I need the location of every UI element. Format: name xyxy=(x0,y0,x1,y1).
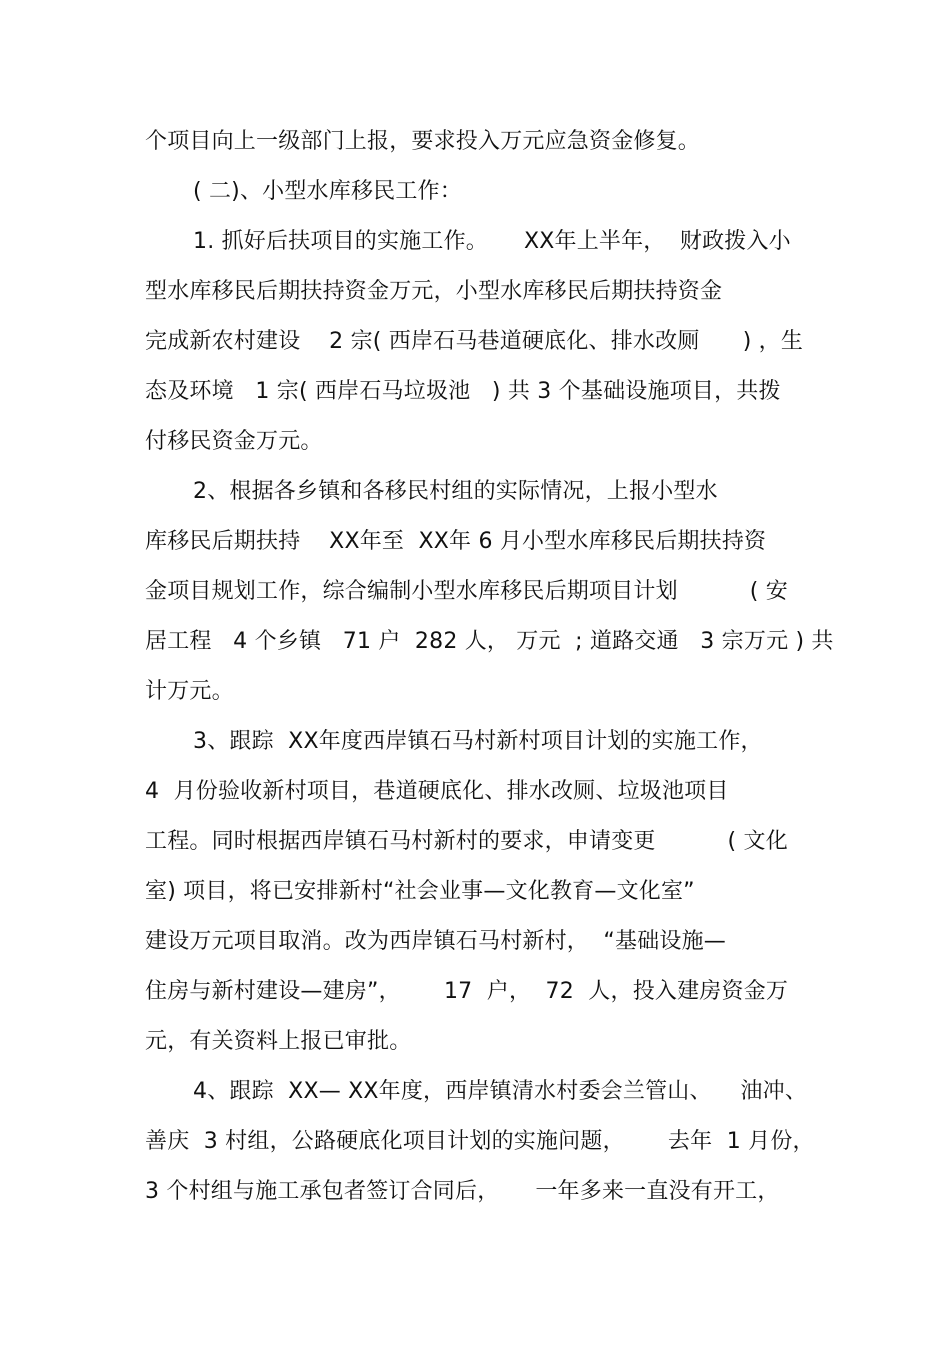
text-line-17: 建设万元项目取消。改为西岸镇石马村新村， “基础设施— xyxy=(145,929,726,954)
text-line-3: 1. 抓好后扶项目的实施工作。 XX年上半年， 财政拨入小 xyxy=(193,229,791,254)
text-line-15: 工程。同时根据西岸镇石马村新村的要求，申请变更 ( 文化 xyxy=(145,829,788,854)
text-line-1: 个项目向上一级部门上报，要求投入万元应急资金修复。 xyxy=(145,129,701,154)
text-line-6: 态及环境 1 宗( 西岸石马垃圾池 ) 共 3 个基础设施项目，共拨 xyxy=(145,379,781,404)
text-line-10: 金项目规划工作，综合编制小型水库移民后期项目计划 ( 安 xyxy=(145,579,788,604)
text-line-19: 元，有关资料上报已审批。 xyxy=(145,1029,412,1054)
text-line-14: 4 月份验收新村项目，巷道硬底化、排水改厕、垃圾池项目 xyxy=(145,779,729,804)
text-line-18: 住房与新村建设—建房”， 17 户， 72 人，投入建房资金万 xyxy=(145,979,789,1004)
text-line-12: 计万元。 xyxy=(145,679,234,704)
section-heading: ( 二)、小型水库移民工作： xyxy=(193,179,462,204)
text-line-11: 居工程 4 个乡镇 71 户 282 人， 万元 ; 道路交通 3 宗万元 ) 共 xyxy=(145,629,834,654)
text-line-13: 3、跟踪 XX年度西岸镇石马村新村项目计划的实施工作， xyxy=(193,729,763,754)
text-line-20: 4、跟踪 XX— XX年度，西岸镇清水村委会兰管山、 油冲、 xyxy=(193,1079,808,1104)
text-line-4: 型水库移民后期扶持资金万元，小型水库移民后期扶持资金 xyxy=(145,279,723,304)
text-line-22: 3 个村组与施工承包者签订合同后， 一年多来一直没有开工， xyxy=(145,1179,780,1204)
text-line-5: 完成新农村建设 2 宗( 西岸石马巷道硬底化、排水改厕 ) ，生 xyxy=(145,329,804,354)
text-line-21: 善庆 3 村组，公路硬底化项目计划的实施问题， 去年 1 月份， xyxy=(145,1129,815,1154)
text-line-8: 2、根据各乡镇和各移民村组的实际情况，上报小型水 xyxy=(193,479,718,504)
text-line-16: 室) 项目，将已安排新村“社会业事—文化教育—文化室” xyxy=(145,879,695,904)
text-line-9: 库移民后期扶持 XX年至 XX年 6 月小型水库移民后期扶持资 xyxy=(145,529,767,554)
text-line-7: 付移民资金万元。 xyxy=(145,429,323,454)
